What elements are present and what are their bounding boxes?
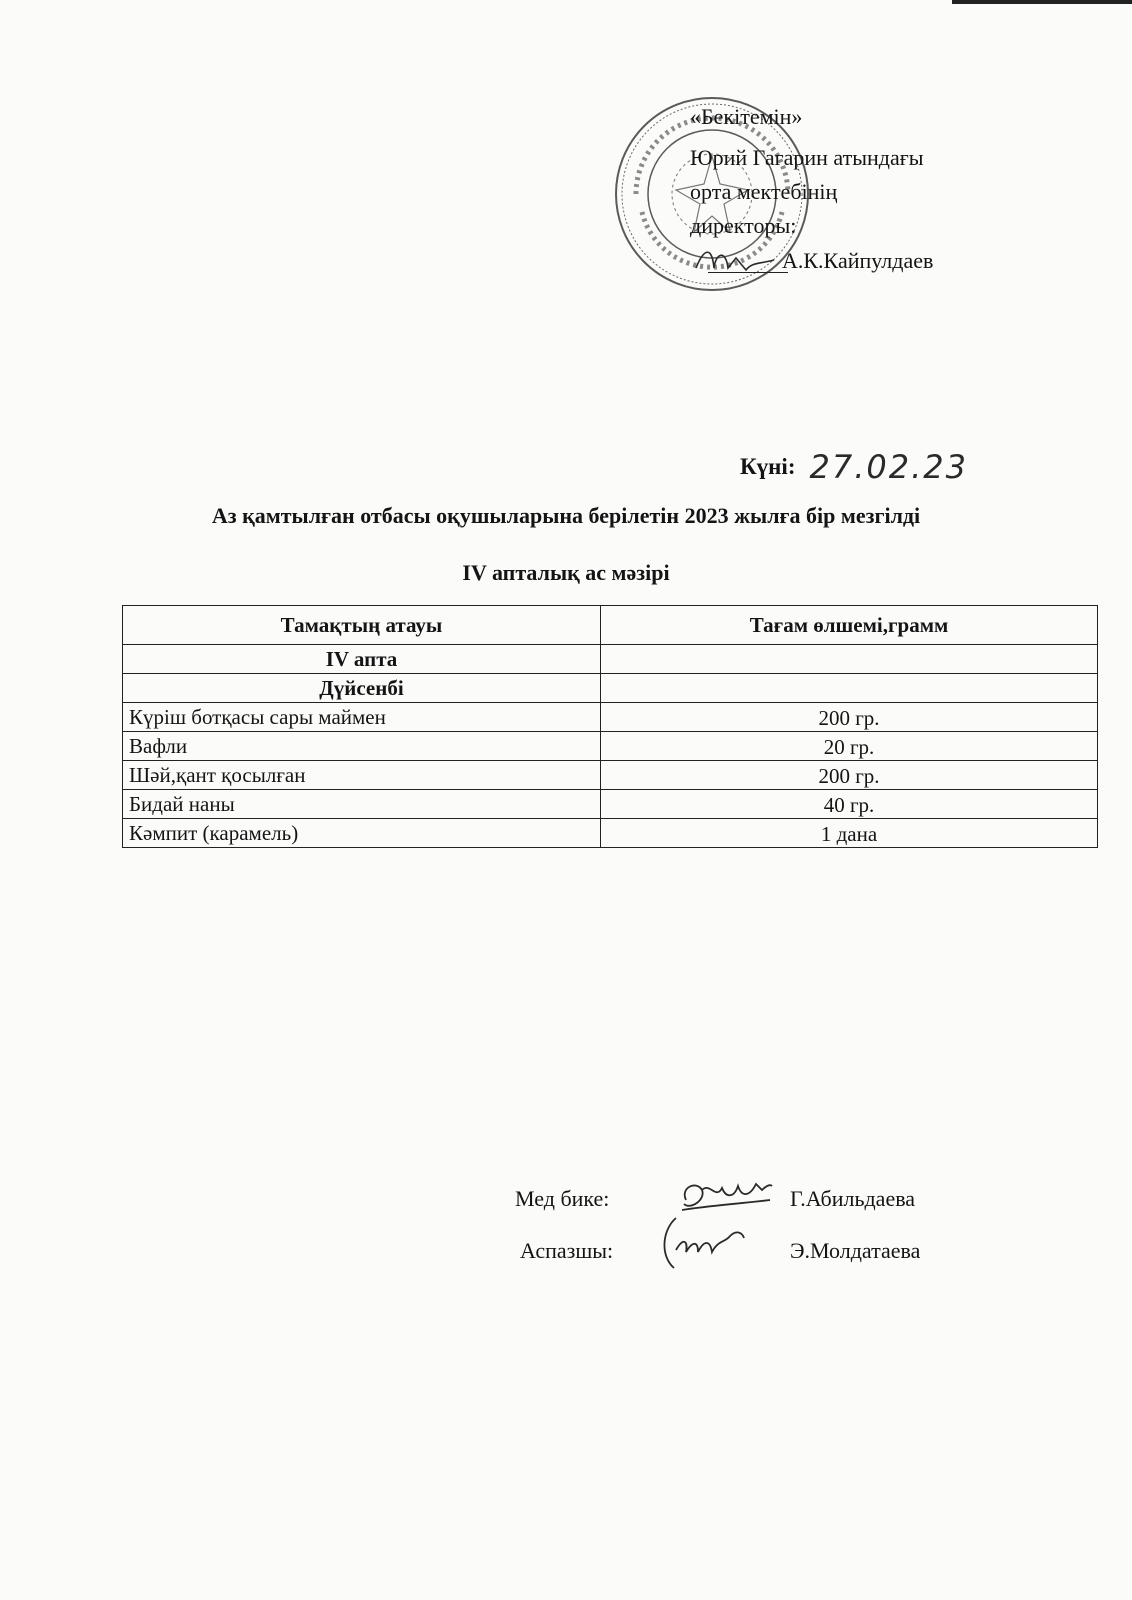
dish-amount: 200 гр.: [601, 703, 1098, 732]
dish-amount: 20 гр.: [601, 732, 1098, 761]
director-name: А.К.Кайпулдаев: [782, 248, 934, 273]
approval-line-position: директоры:: [690, 213, 797, 238]
approval-line-school: Юрий Гагарин атындағы: [690, 145, 924, 170]
cook-label: Аспазшы:: [520, 1238, 614, 1263]
day-empty-cell: [601, 674, 1098, 703]
cook-name: Э.Молдатаева: [790, 1238, 921, 1263]
date-label: Күні:: [740, 454, 796, 479]
header-portion-size: Тағам өлшемі,грамм: [601, 606, 1098, 645]
approval-heading: «Бекітемін»: [690, 104, 803, 129]
dish-amount: 200 гр.: [601, 761, 1098, 790]
nurse-label: Мед бике:: [515, 1186, 610, 1211]
approval-line-school-type: орта мектебінің: [690, 179, 838, 204]
nurse-name: Г.Абильдаева: [790, 1186, 916, 1211]
document-subtitle: IV апталық ас мәзірі: [462, 560, 670, 585]
menu-table: [122, 605, 1098, 848]
table-row: [123, 819, 1098, 848]
dish-name: Күріш ботқасы сары маймен: [123, 703, 601, 732]
dish-name: Шәй,қант қосылған: [123, 761, 601, 790]
document-title: Аз қамтылған отбасы оқушыларына берілетін 2023 жылға бір мезгілді: [211, 503, 921, 528]
date-row: [740, 448, 968, 488]
week-row: [123, 645, 1098, 674]
header-dish-name: Тамақтың атауы: [123, 606, 601, 645]
table-row: [123, 761, 1098, 790]
dish-name: Бидай наны: [123, 790, 601, 819]
week-empty-cell: [601, 645, 1098, 674]
week-label: IV апта: [123, 645, 601, 674]
approval-block: [0, 0, 1132, 300]
day-label: Дүйсенбі: [123, 674, 601, 703]
dish-name: Кәмпит (карамель): [123, 819, 601, 848]
cook-signature: [656, 1212, 752, 1276]
dish-amount: 1 дана: [601, 819, 1098, 848]
director-signature: [690, 238, 780, 282]
director-signature-line: [708, 272, 788, 273]
dish-amount: 40 гр.: [601, 790, 1098, 819]
day-row: [123, 674, 1098, 703]
date-value: 27.02.23: [809, 448, 968, 486]
table-header-row: [123, 606, 1098, 645]
table-row: [123, 703, 1098, 732]
dish-name: Вафли: [123, 732, 601, 761]
table-row: [123, 732, 1098, 761]
table-row: [123, 790, 1098, 819]
